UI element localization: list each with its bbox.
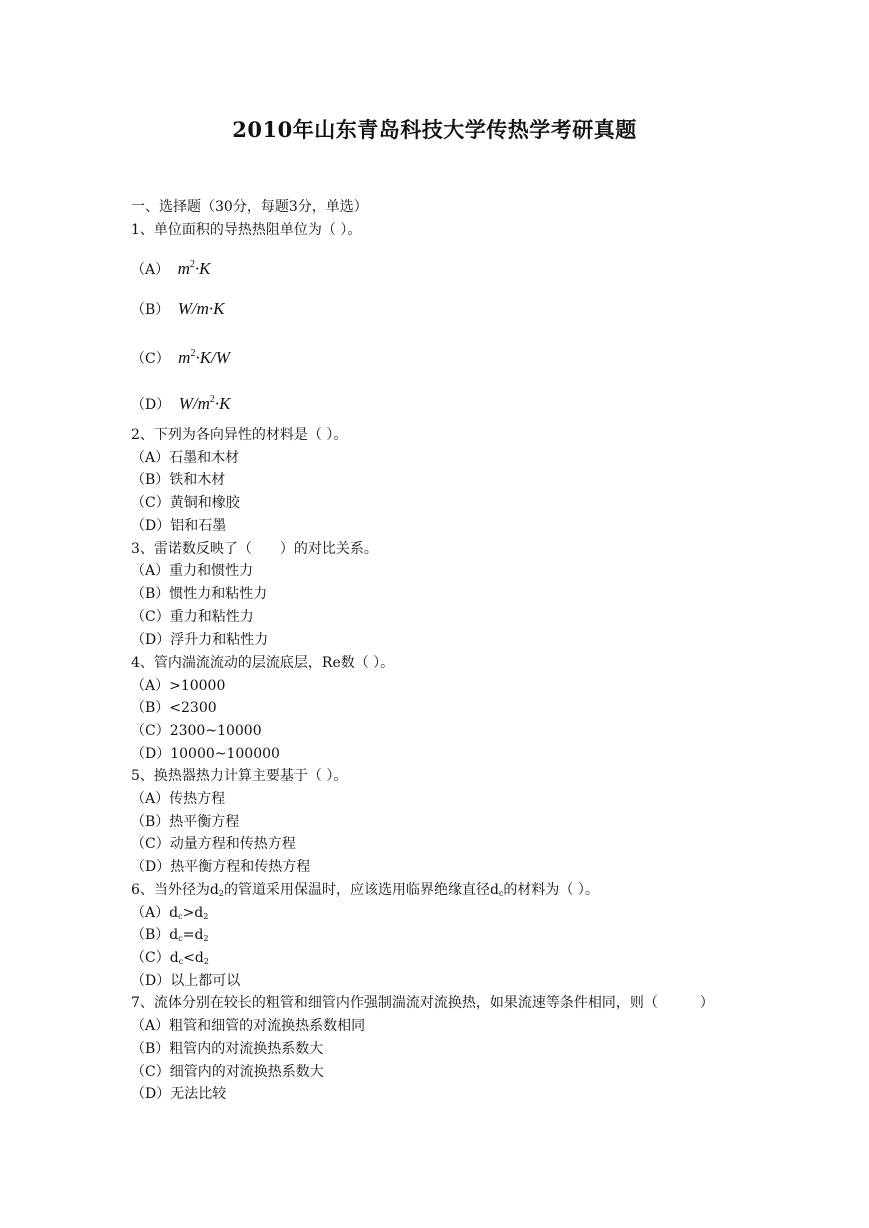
question-7-option-a: （A）粗管和细管的对流换热系数相同 [131,1018,366,1034]
question-2-option-d: （D）铝和石墨 [131,518,227,534]
question-5-option-b: （B）热平衡方程 [131,814,240,830]
question-5-option-d: （D）热平衡方程和传热方程 [131,859,311,875]
question-6-option-c: $(C)d_c<d_2$ [131,950,209,966]
question-3-option-a: （A）重力和惯性力 [131,563,254,579]
question-5-stem: 5、换热器热力计算主要基于（ ）。 [131,768,348,784]
question-1-option-a: （A） $m^2\cdot K$ [131,259,211,278]
question-7-stem: 7、流体分别在较长的粗管和细管内作强制湍流对流换热，如果流速等条件相同，则（ ） [131,995,714,1011]
question-6-option-d: （D）以上都可以 [131,973,241,989]
question-2-stem: 2、下列为各向异性的材料是（ ）。 [131,427,348,443]
question-3-option-b: （B）惯性力和粘性力 [131,586,268,602]
question-1-option-c: （C） $m^2\cdot K/W$ [131,348,230,367]
question-2-option-c: （C）黄铜和橡胶 [131,495,240,511]
question-3-option-c: （C）重力和粘性力 [131,609,254,625]
question-2-option-b: （B）铁和木材 [131,472,226,488]
question-1-option-d: （D） $W/m^2\cdot K$ [131,394,231,413]
question-6-option-a: $(A)d_c>d_2$ [131,905,209,921]
question-4-option-d: （D）10000~100000 [131,746,280,762]
question-4-option-c: （C）2300~10000 [131,723,262,739]
question-5-option-a: （A）传热方程 [131,791,226,807]
question-3-stem: 3、雷诺数反映了（ ）的对比关系。 [131,541,378,557]
question-1-option-b: （B） W/m·K [131,299,225,318]
document-title: 2010年山东青岛科技大学传热学考研真题 [232,117,637,142]
question-7-option-d: （D）无法比较 [131,1086,227,1102]
question-7-option-b: （B）粗管内的对流换热系数大 [131,1041,324,1057]
question-3-option-d: （D）浮升力和粘性力 [131,632,269,648]
question-6-option-b: $(B)d_c=d_2$ [131,927,209,943]
question-1-stem: 1、单位面积的导热热阻单位为（ ）。 [131,222,362,238]
question-6-stem: 6、当外径为$d_2$的管道采用保温时，应该选用临界绝缘直径$d_c$的材料为（ ）。 [131,882,599,898]
question-2-option-a: （A）石墨和木材 [131,450,240,466]
question-7-option-c: （C）细管内的对流换热系数大 [131,1064,324,1080]
section-header: 一、选择题（30分，每题3分，单选） [131,199,368,215]
question-4-stem: 4、管内湍流流动的层流底层，Re数（ ）。 [131,655,395,671]
question-4-option-a: （A）>10000 [131,678,226,694]
question-4-option-b: （B）<2300 [131,700,217,716]
question-5-option-c: （C）动量方程和传热方程 [131,836,296,852]
